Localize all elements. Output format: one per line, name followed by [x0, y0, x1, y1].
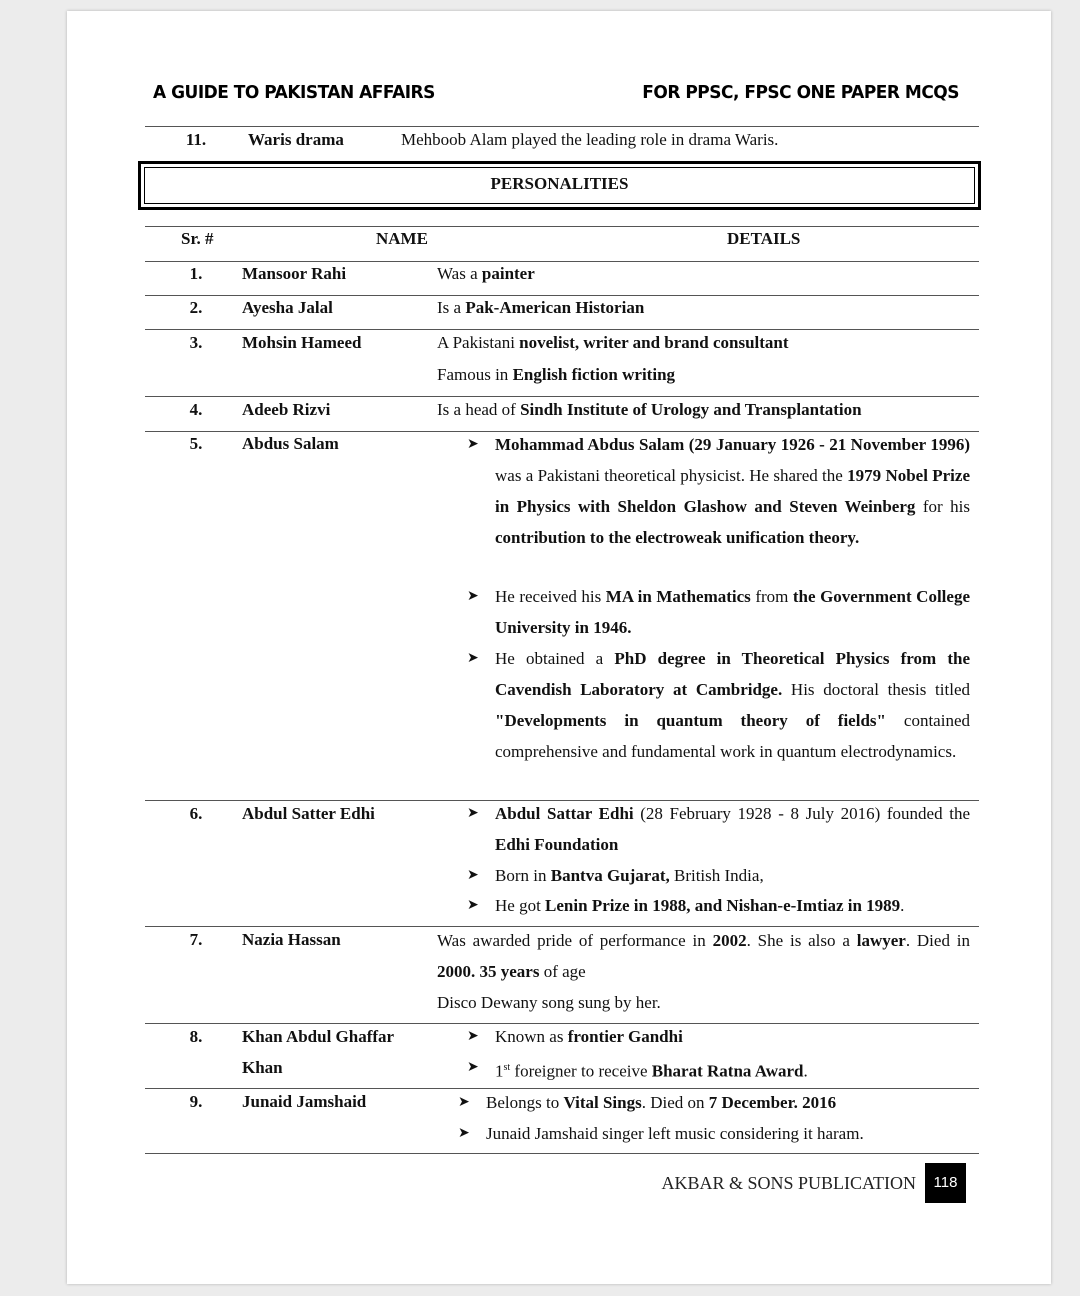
divider: [145, 295, 979, 296]
row-name: Mohsin Hameed: [242, 333, 362, 352]
row-detail: Mehboob Alam played the leading role in drama Waris.: [401, 130, 779, 149]
divider: [145, 329, 979, 330]
row-detail: Was a painter: [437, 264, 535, 283]
row-name: Mansoor Rahi: [242, 264, 347, 283]
column-header-sr: Sr. #: [181, 229, 214, 248]
arrow-bullet-icon: ➤: [467, 1060, 479, 1075]
row-detail: Disco Dewany song sung by her.: [437, 993, 661, 1012]
divider: [145, 126, 979, 127]
row-number: 4.: [189, 400, 203, 419]
arrow-bullet-icon: ➤: [467, 898, 479, 913]
row-name: Waris drama: [248, 130, 344, 149]
row-number: 2.: [189, 298, 203, 317]
row-name: Ayesha Jalal: [242, 298, 333, 317]
row-detail: A Pakistani novelist, writer and brand consultant: [437, 333, 789, 352]
row-number: 11.: [185, 130, 207, 149]
bullet-item: ➤ Born in Bantva Gujarat, British India,: [467, 860, 970, 891]
bullet-item: ➤ He got Lenin Prize in 1988, and Nishan-e-Imtiaz in 1989.: [467, 890, 970, 921]
arrow-bullet-icon: ➤: [467, 437, 479, 452]
row-number: 7.: [189, 930, 203, 949]
divider: [145, 226, 979, 227]
arrow-bullet-icon: ➤: [467, 1029, 479, 1044]
arrow-bullet-icon: ➤: [458, 1126, 470, 1141]
divider: [145, 1153, 979, 1154]
row-detail: Famous in English fiction writing: [437, 365, 676, 384]
bullet-item: ➤ 1st foreigner to receive Bharat Ratna Award.: [467, 1052, 970, 1083]
document-page: [67, 11, 1051, 1284]
bullet-item: ➤ Junaid Jamshaid singer left music considering it haram.: [458, 1118, 970, 1149]
column-header-name: NAME: [376, 229, 428, 248]
footer-publisher: AKBAR & SONS PUBLICATION: [661, 1173, 916, 1193]
arrow-bullet-icon: ➤: [458, 1095, 470, 1110]
column-header-details: DETAILS: [727, 229, 801, 248]
row-name: Khan Abdul Ghaffar Khan: [242, 1027, 394, 1077]
section-title-box: [138, 161, 981, 210]
row-number: 1.: [189, 264, 203, 283]
row-name: Adeeb Rizvi: [242, 400, 331, 419]
row-detail: Was awarded pride of performance in 2002. She is also a lawyer. Died in 2000. 35 years of age: [437, 931, 970, 981]
header-right-title: FOR PPSC, FPSC ONE PAPER MCQS: [642, 82, 959, 104]
bullet-item: ➤ Known as frontier Gandhi: [467, 1021, 970, 1052]
row-number: 8.: [189, 1027, 203, 1046]
row-name: Abdul Satter Edhi: [242, 804, 375, 823]
row-detail: Is a Pak-American Historian: [437, 298, 645, 317]
arrow-bullet-icon: ➤: [467, 868, 479, 883]
row-detail: Is a head of Sindh Institute of Urology and Transplantation: [437, 400, 862, 419]
row-name: Nazia Hassan: [242, 930, 341, 949]
arrow-bullet-icon: ➤: [467, 589, 479, 604]
row-number: 6.: [189, 804, 203, 823]
row-number: 5.: [189, 434, 203, 453]
arrow-bullet-icon: ➤: [467, 651, 479, 666]
header-left-title: A GUIDE TO PAKISTAN AFFAIRS: [153, 82, 435, 104]
bullet-item: ➤ He obtained a PhD degree in Theoretical Physics from the Cavendish Laboratory at Cambridge. His doctoral thesis titled "Developments in quantum theory of fields" contained comprehensive and fundamental work in quantum electrodynamics.: [467, 643, 970, 798]
page-number-badge: 118: [925, 1163, 966, 1203]
bullet-item: ➤ Belongs to Vital Sings. Died on 7 December. 2016: [458, 1087, 970, 1118]
bullet-item: ➤ Abdul Sattar Edhi (28 February 1928 - 8 July 2016) founded the Edhi Foundation: [467, 798, 970, 860]
section-title: PERSONALITIES: [490, 174, 629, 193]
row-number: 9.: [189, 1092, 203, 1111]
bullet-item: ➤ Mohammad Abdus Salam (29 January 1926 - 21 November 1996) was a Pakistani theoretical physicist. He shared the 1979 Nobel Prize in Physics with Sheldon Glashow and Steven Weinberg for his contribution to the electroweak unification theory.: [467, 429, 970, 584]
divider: [145, 396, 979, 397]
row-number: 3.: [189, 333, 203, 352]
arrow-bullet-icon: ➤: [467, 806, 479, 821]
row-name: Junaid Jamshaid: [242, 1092, 367, 1111]
divider: [145, 261, 979, 262]
row-name: Abdus Salam: [242, 434, 339, 453]
bullet-item: ➤ He received his MA in Mathematics from the Government College University in 1946.: [467, 581, 970, 643]
